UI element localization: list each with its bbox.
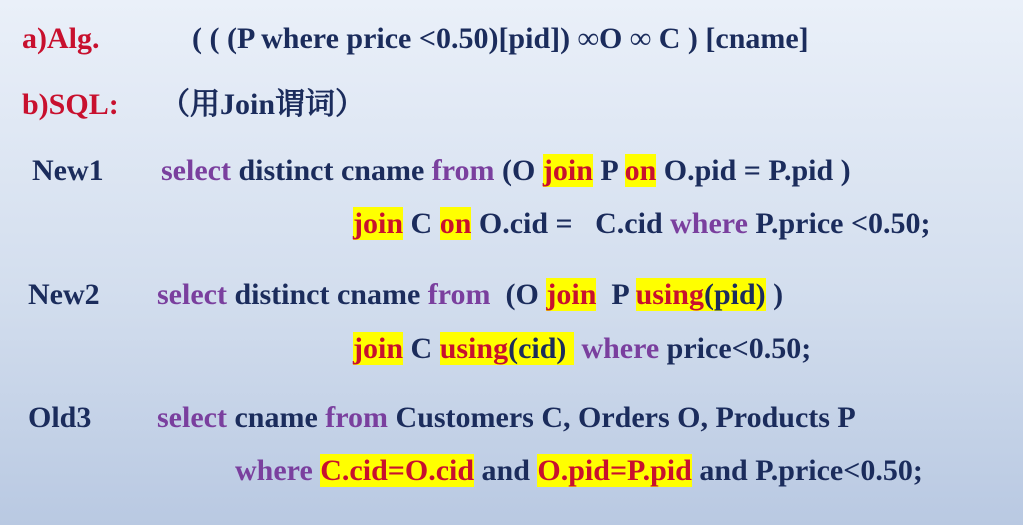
keyword-select: select [157, 278, 227, 311]
code-text: Customers C, Orders O, Products P [388, 401, 856, 434]
keyword-join-highlight: join [546, 278, 597, 311]
new2-line1 [157, 276, 783, 314]
alg-label: a)Alg. [22, 22, 100, 55]
keyword-join-highlight: join [353, 332, 404, 365]
keyword-from: from [431, 154, 495, 187]
code-text: (O [490, 278, 547, 311]
keyword-where: where [581, 332, 660, 365]
keyword-join-highlight: join [353, 207, 404, 240]
old3-line1 [157, 399, 856, 437]
keyword-using-highlight: using [635, 278, 704, 311]
code-text: price<0.50; [659, 332, 812, 365]
keyword-where: where [235, 454, 313, 487]
sql-label: b)SQL: [22, 88, 119, 121]
code-text: C [403, 332, 440, 365]
keyword-where: where [670, 207, 748, 240]
new1-line1 [161, 152, 851, 190]
using-argument-highlight: (cid) [508, 332, 574, 365]
code-text: distinct cname [230, 154, 432, 187]
keyword-on-highlight: on [439, 207, 472, 240]
code-text: cname [226, 401, 326, 434]
code-text: (O [494, 154, 543, 187]
new1-line2 [353, 205, 931, 243]
code-text: P [596, 278, 636, 311]
code-text: and [474, 454, 538, 487]
alg-expression: ( ( (P where price <0.50)[pid]) ∞O ∞ C ) [cname] [192, 22, 809, 55]
new2-label: New2 [28, 278, 100, 311]
keyword-using-highlight: using [439, 332, 509, 365]
new1-label: New1 [32, 154, 104, 187]
code-text: O.cid = C.cid [471, 207, 671, 240]
code-text: ) [765, 278, 784, 311]
code-text: C [403, 207, 440, 240]
old3-line2 [235, 452, 923, 490]
keyword-select: select [157, 401, 227, 434]
using-argument-highlight: (pid) [703, 278, 766, 311]
keyword-join-highlight: join [542, 154, 593, 187]
keyword-on-highlight: on [624, 154, 657, 187]
sql-note: （用Join谓词） [160, 88, 366, 121]
new2-line2 [353, 330, 811, 368]
keyword-from: from [427, 278, 491, 311]
code-text: P [592, 154, 625, 187]
code-text: and P.price<0.50; [691, 454, 923, 487]
old3-label: Old3 [28, 401, 92, 434]
keyword-from: from [325, 401, 389, 434]
join-condition-highlight: O.pid=P.pid [537, 454, 692, 487]
code-text: distinct cname [226, 278, 428, 311]
code-text: O.pid = P.pid ) [656, 154, 851, 187]
join-condition-highlight: C.cid=O.cid [320, 454, 475, 487]
keyword-select: select [161, 154, 231, 187]
code-text: P.price <0.50; [747, 207, 931, 240]
